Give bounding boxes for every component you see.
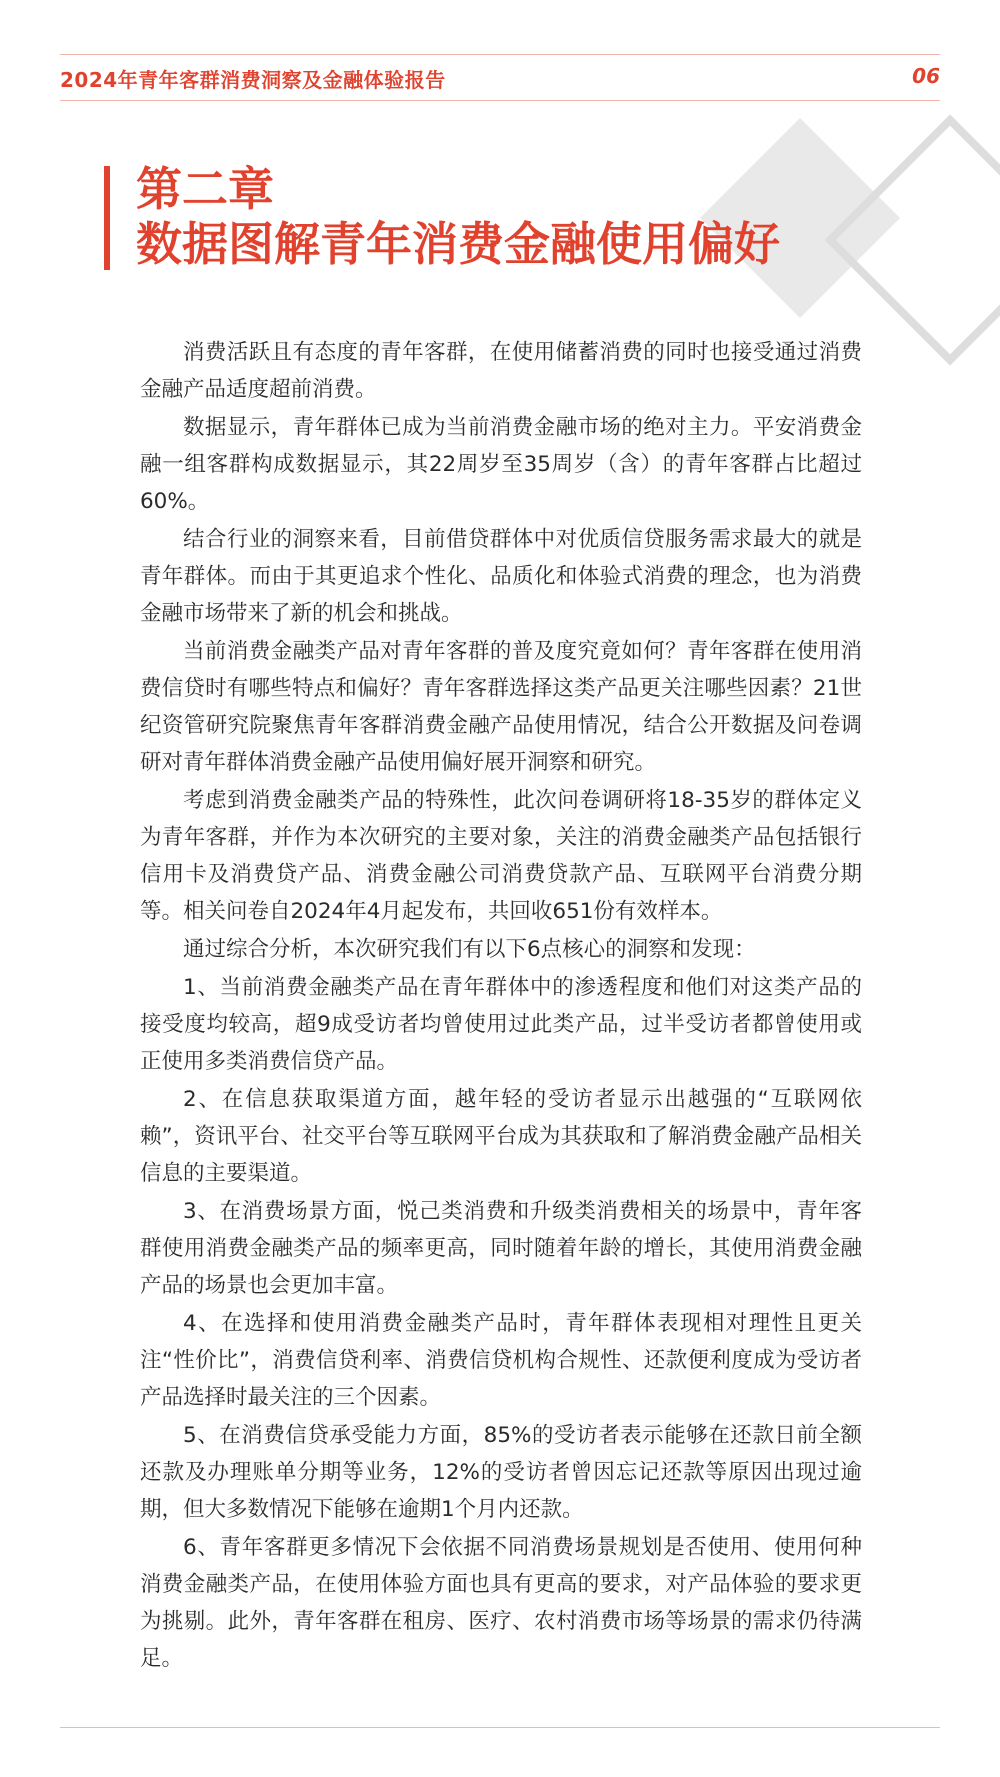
finding-item: 3、在消费场景方面，悦己类消费和升级类消费相关的场景中，青年客群使用消费金融类产品的频率更高，同时随着年龄的增长，其使用消费金融产品的场景也会更加丰富。 <box>140 1199 862 1298</box>
finding-item: 1、当前消费金融类产品在青年群体中的渗透程度和他们对这类产品的接受度均较高，超9成受访者均曾使用过此类产品，过半受访者都曾使用或正使用多类消费信贷产品。 <box>140 975 862 1074</box>
finding-item: 6、青年客群更多情况下会依据不同消费场景规划是否使用、使用何种消费金融类产品，在使用体验方面也具有更高的要求，对产品体验的要求更为挑剔。此外，青年客群在租房、医疗、农村消费市场等场景的需求仍待满足。 <box>140 1535 862 1671</box>
body-text <box>140 334 862 1678</box>
page-number: 06 <box>912 64 940 88</box>
footer-rule <box>60 1727 940 1728</box>
paragraph: 结合行业的洞察来看，目前借贷群体中对优质信贷服务需求最大的就是青年群体。而由于其更追求个性化、品质化和体验式消费的理念，也为消费金融市场带来了新的机会和挑战。 <box>140 527 862 626</box>
paragraph: 数据显示，青年群体已成为当前消费金融市场的绝对主力。平安消费金融一组客群构成数据显示，其22周岁至35周岁（含）的青年客群占比超过60%。 <box>140 415 862 514</box>
paragraph: 消费活跃且有态度的青年客群，在使用储蓄消费的同时也接受通过消费金融产品适度超前消费。 <box>140 340 862 402</box>
finding-item: 2、在信息获取渠道方面，越年轻的受访者显示出越强的“互联网依赖”，资讯平台、社交平台等互联网平台成为其获取和了解消费金融产品相关信息的主要渠道。 <box>140 1087 862 1186</box>
finding-item: 5、在消费信贷承受能力方面，85%的受访者表示能够在还款日前全额还款及办理账单分期等业务，12%的受访者曾因忘记还款等原因出现过逾期，但大多数情况下能够在逾期1个月内还款。 <box>140 1423 862 1522</box>
chapter-accent-bar <box>104 166 110 270</box>
chapter-label: 第二章 <box>136 162 274 216</box>
report-title: 2024年青年客群消费洞察及金融体验报告 <box>60 68 446 92</box>
paragraph: 通过综合分析，本次研究我们有以下6点核心的洞察和发现： <box>183 937 756 962</box>
finding-item: 4、在选择和使用消费金融类产品时，青年群体表现相对理性且更关注“性价比”，消费信贷利率、消费信贷机构合规性、还款便利度成为受访者产品选择时最关注的三个因素。 <box>140 1311 862 1410</box>
paragraph: 当前消费金融类产品对青年客群的普及度究竟如何？青年客群在使用消费信贷时有哪些特点和偏好？青年客群选择这类产品更关注哪些因素？21世纪资管研究院聚焦青年客群消费金融产品使用情况，结合公开数据及问卷调研对青年群体消费金融产品使用偏好展开洞察和研究。 <box>140 639 862 775</box>
paragraph: 考虑到消费金融类产品的特殊性，此次问卷调研将18-35岁的群体定义为青年客群，并作为本次研究的主要对象，关注的消费金融类产品包括银行信用卡及消费贷产品、消费金融公司消费贷款产品、互联网平台消费分期等。相关问卷自2024年4月起发布，共回收651份有效样本。 <box>140 788 862 924</box>
chapter-title: 数据图解青年消费金融使用偏好 <box>136 217 780 271</box>
